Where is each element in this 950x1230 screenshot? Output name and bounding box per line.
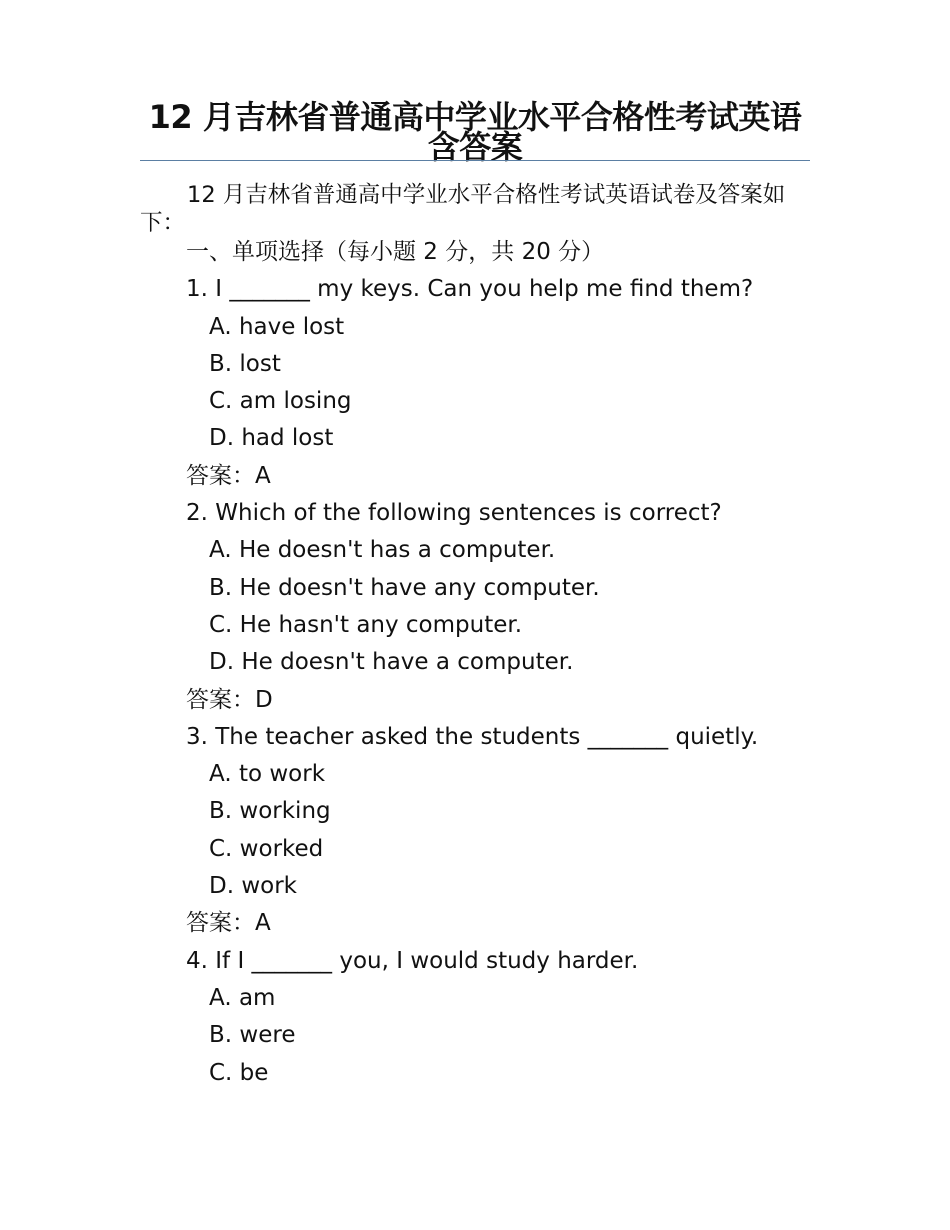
question-stem: 4. If I _______ you, I would study harder. [186,947,639,974]
answer-key: 答案：A [186,462,271,489]
answer-option: C. am losing [209,388,352,415]
question-stem: 2. Which of the following sentences is correct? [186,500,722,527]
document-title: 12 月吉林省普通高中学业水平合格性考试英语含答案 [148,98,802,166]
answer-option: A. He doesn't has a computer. [209,537,556,564]
question-stem: 1. I _______ my keys. Can you help me find them? [186,276,754,303]
answer-option: C. be [209,1059,269,1086]
answer-option: D. He doesn't have a computer. [209,649,574,676]
answer-option: A. am [209,984,276,1011]
intro-paragraph: 12 月吉林省普通高中学业水平合格性考试英语试卷及答案如下： [140,182,786,236]
answer-option: B. lost [209,350,281,377]
answer-option: D. had lost [209,425,334,452]
answer-option: C. He hasn't any computer. [209,611,523,638]
answer-option: B. working [209,798,331,825]
section-heading: 一、单项选择（每小题 2 分，共 20 分） [186,239,605,265]
answer-option: B. were [209,1022,296,1049]
answer-option: A. to work [209,761,326,788]
answer-option: C. worked [209,835,324,862]
answer-option: A. have lost [209,313,345,340]
answer-option: D. work [209,873,297,900]
answer-key: 答案：A [186,910,271,937]
answer-option: B. He doesn't have any computer. [209,574,600,601]
question-stem: 3. The teacher asked the students _______ quietly. [186,723,759,750]
answer-key: 答案：D [186,686,273,713]
question-list [186,234,806,1092]
title-underline [140,160,810,161]
